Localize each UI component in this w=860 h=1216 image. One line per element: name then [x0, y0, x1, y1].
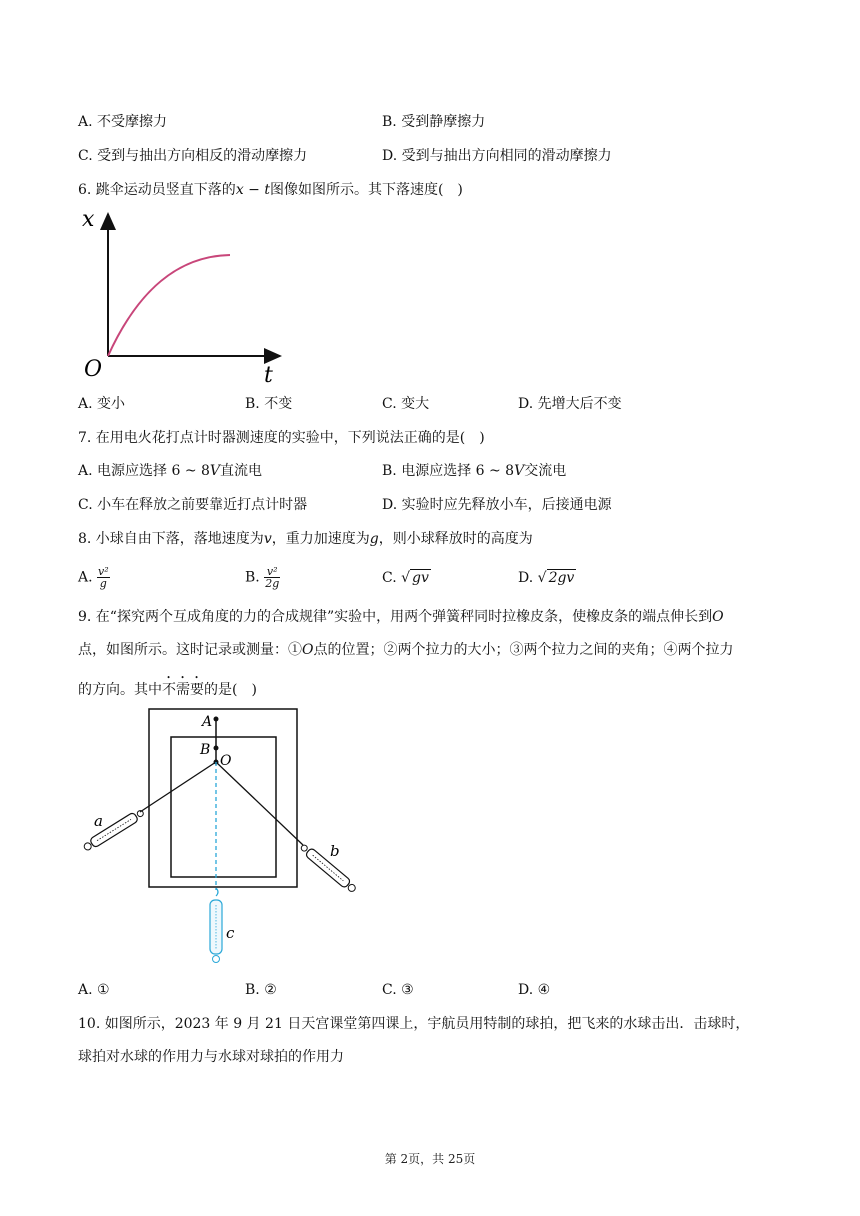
q9-stem-line3: 的方向。其中不需要的是( ): [78, 682, 257, 698]
q6-y-label: x: [82, 207, 95, 232]
q9-label-scale-b: b: [330, 842, 340, 860]
q9-option-c: C. ③: [382, 982, 414, 998]
q9-label-o-point: O: [220, 753, 232, 769]
q6-stem: 6. 跳伞运动员竖直下落的x − t图像如图所示。其下落速度( ): [78, 182, 463, 198]
q9-option-b: B. ②: [245, 982, 277, 998]
q5-option-a: A. 不受摩擦力: [78, 114, 168, 130]
q9-spring-scale-c: [210, 888, 222, 963]
q7-stem: 7. 在用电火花打点计时器测速度的实验中，下列说法正确的是( ): [78, 430, 485, 446]
q5-option-c: C. 受到与抽出方向相反的滑动摩擦力: [78, 148, 308, 164]
q9-option-d: D. ④: [518, 982, 551, 998]
q9-spring-scale-a: [82, 808, 145, 853]
page-footer: 第 2页，共 25页: [384, 1152, 476, 1166]
q6-option-b: B. 不变: [245, 396, 293, 412]
q8-stem: 8. 小球自由下落，落地速度为v，重力加速度为g，则小球释放时的高度为: [78, 531, 533, 547]
q9-point-b: [214, 746, 219, 751]
q5-option-d: D. 受到与抽出方向相同的滑动摩擦力: [382, 148, 612, 164]
q6-curve: [108, 255, 230, 356]
q9-emphasis-text: 不需要: [162, 682, 204, 698]
q7-option-a: A. 电源应选择 6 ~ 8V直流电: [78, 463, 263, 479]
q9-force-diagram: [78, 700, 368, 968]
q9-label-scale-a: a: [94, 812, 103, 830]
q5-option-b: B. 受到静摩擦力: [382, 114, 486, 130]
q9-label-scale-c: c: [226, 924, 235, 942]
q7-option-d: D. 实验时应先释放小车，后接通电源: [382, 497, 612, 513]
q6-option-c: C. 变大: [382, 396, 430, 412]
q9-stem-line2: 点，如图所示。这时记录或测量：①O点的位置；②两个拉力的大小；③两个拉力之间的夹角；④两个拉力: [78, 642, 734, 658]
q8-option-a: A. $\frac{\text{v²}}{g}$: [78, 565, 109, 590]
q9-option-a: A. ①: [78, 982, 110, 998]
q9-label-a-point: A: [202, 714, 213, 730]
q9-string-a: [140, 762, 216, 812]
q8-option-b: B. $\frac{\text{v²}}{2g}$: [245, 565, 280, 590]
q6-option-d: D. 先增大后不变: [518, 396, 622, 412]
q10-stem-line2: 球拍对水球的作用力与水球对球拍的作用力: [78, 1049, 344, 1065]
q8-option-c: C. √ gv: [382, 570, 429, 586]
q10-stem-line1: 10. 如图所示，2023 年 9 月 21 日天宫课堂第四课上，宇航员用特制的球拍，把飞来的水球击出．击球时，: [78, 1016, 750, 1032]
q6-x-label: t: [264, 363, 273, 388]
q9-spring-scale-b: [299, 842, 358, 894]
q9-string-b: [216, 762, 303, 845]
q8-option-d: D. √ 2gv: [518, 570, 575, 586]
q9-point-a: [214, 717, 219, 722]
q9-label-b-point: B: [200, 742, 211, 758]
q6-origin-label: O: [84, 357, 103, 382]
q7-option-c: C. 小车在释放之前要靠近打点计时器: [78, 497, 308, 513]
q7-option-b: B. 电源应选择 6 ~ 8V交流电: [382, 463, 567, 479]
q6-xt-graph: [78, 200, 298, 390]
q6-option-a: A. 变小: [78, 396, 126, 412]
q9-stem-line1: 9. 在“探究两个互成角度的力的合成规律”实验中，用两个弹簧秤同时拉橡皮条，使橡皮条的端点伸长到O: [78, 609, 724, 625]
